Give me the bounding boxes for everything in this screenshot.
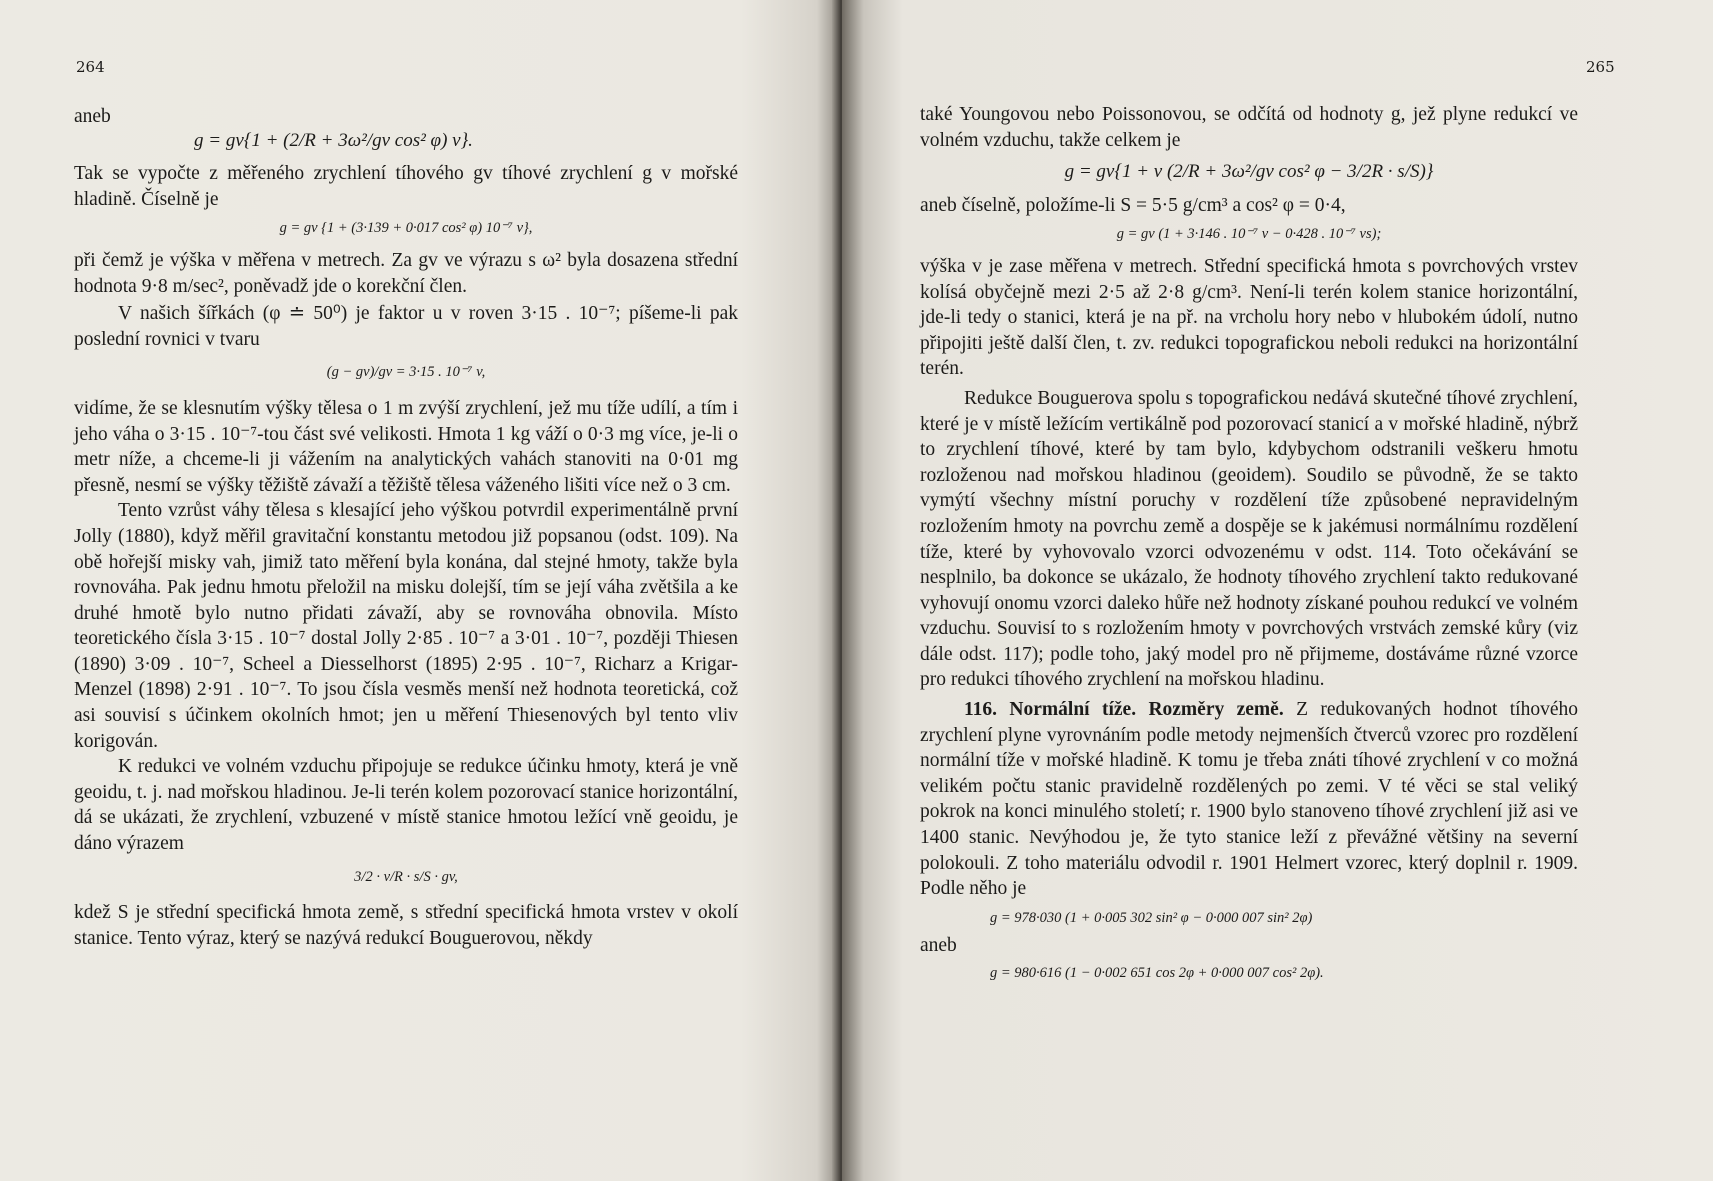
right-paragraph-4: Redukce Bouguerova spolu s topografickou nedává skutečné tíhové zrychlení, které je v místě ležícím vertikálně pod pozorovací stanicí a v mořské hladině, nýbrž to zrychlení tíhové, které by tam bylo, kdybychom odstranili veškeru hmotu rozloženou nad mořskou hladinou (geoidem). Soudilo se původně, že se takto vymýtí všechny místní poruchy v rozdělení tíže způsobené nepravidelným rozložením hmoty na povrchu země a dospěje se k jakémusi normálnímu rozdělení tíže, které by vyhovovalo vzorci odvozenému v odst. 114. Toto očekávání se nesplnilo, ba dokonce se ukázalo, že hodnoty tíhového zrychlení takto redukované vyhovují onomu vzorci daleko hůře než hodnoty získané pouhou redukcí ve volném vzduchu. Souvisí to s rozložením hmoty v povrchových vrstvách zemské kůry (viz dále odst. 117); podle toho, jaký model pro ně přijmeme, dostáváme různé vzorce pro redukci tíhového zrychlení na mořskou hladinu. [920, 387, 1578, 691]
left-paragraph-1: Tak se vypočte z měřeného zrychlení tíhového gv tíhové zrychlení g v mořské hladině. Číselně je [74, 163, 738, 210]
left-aneb: aneb [74, 106, 111, 127]
equation-2-left: g = gv {1 + (3·139 + 0·017 cos² φ) 10⁻⁷ v}, [279, 220, 533, 237]
equation-4-right: g = 980·616 (1 − 0·002 651 cos 2φ + 0·000 007 cos² 2φ). [990, 965, 1324, 981]
equation-1-left: g = gv{1 + (2/R + 3ω²/gv cos² φ) v}. [194, 129, 473, 151]
right-page [842, 0, 1713, 1181]
right-paragraph-3: výška v je zase měřena v metrech. Střední specifická hmota s povrchových vrstev kolísá obyčejně mezi 2·5 až 2·8 g/cm³. Není-li terén kolem stanice horizontální, jde-li tedy o stanici, která je na př. na vrcholu hory nebo v hlubokém údolí, nutno připojiti ještě další člen, t. zv. redukci topografickou neboli redukci na horizontální terén. [920, 255, 1578, 380]
equation-2-right: g = gv (1 + 3·146 . 10⁻⁷ v − 0·428 . 10⁻⁷ vs); [1116, 226, 1382, 243]
left-page-text [74, 104, 738, 951]
right-paragraph-2: aneb číselně, položíme-li S = 5·5 g/cm³ a cos² φ = 0·4, [920, 194, 1346, 216]
left-paragraph-3: V našich šířkách (φ ≐ 50⁰) je faktor u v roven 3·15 . 10⁻⁷; píšeme-li pak poslední rovnici v tvaru [74, 303, 738, 350]
left-page [0, 0, 842, 1181]
right-paragraph-1: také Youngovou nebo Poissonovou, se odčítá od hodnoty g, jež plyne redukcí ve volném vzduchu, takže celkem je [920, 104, 1578, 151]
equation-4-left: 3/2 · v/R · s/S · gv, [354, 868, 458, 885]
equation-1-right: g = gv{1 + v (2/R + 3ω²/gv cos² φ − 3/2R · s/S)} [1064, 161, 1434, 183]
right-aneb: aneb [920, 935, 957, 957]
page-number-left: 264 [76, 58, 105, 76]
equation-3-right: g = 978·030 (1 + 0·005 302 sin² φ − 0·000 007 sin² 2φ) [990, 909, 1313, 926]
section-heading-116: 116. Normální tíže. Rozměry země. [964, 699, 1284, 721]
right-page-text [920, 102, 1578, 987]
left-paragraph-6: K redukci ve volném vzduchu připojuje se redukce účinku hmoty, která je vně geoidu, t. j. nad mořskou hladinou. Je-li terén kolem pozorovací stanice horizontální, dá se ukázati, že zrychlení, vzbuzené v místě stanice hmotou ležící vně geoidu, je dáno výrazem [74, 756, 738, 855]
left-paragraph-2: při čemž je výška v měřena v metrech. Za gv ve výrazu s ω² byla dosazena střední hodnota 9·8 m/sec², poněvadž jde o korekční člen. [74, 249, 738, 297]
left-paragraph-4: vidíme, že se klesnutím výšky tělesa o 1 m zvýší zrychlení, jež mu tíže udílí, a tím i jeho váha o 3·15 . 10⁻⁷-tou část své velikosti. Hmota 1 kg váží o 0·3 mg více, je-li o metr níže, a chceme-li ji vážením na analytických vahách stanoviti na 0·01 mg přesně, nesmí se výšky těžiště závaží a těžiště tělesa váženého lišiti více než o 3 cm. [74, 397, 738, 496]
equation-3-left: (g − gv)/gv = 3·15 . 10⁻⁷ v, [326, 364, 486, 381]
left-paragraph-5: Tento vzrůst váhy tělesa s klesající jeho výškou potvrdil experimentálně první Jolly (1880), když měřil gravitační konstantu metodou již popsanou (odst. 109). Na obě hořejší misky vah, jimiž tato měření byla konána, dal stejné hmoty, takže byla rovnováha. Pak jednu hmotu přeložil na misku dolejší, tím se její váha zvětšila a ke druhé hmotě bylo nutno přidati závaží, aby se rovnováha obnovila. Místo teoretického čísla 3·15 . 10⁻⁷ dostal Jolly 2·85 . 10⁻⁷ a 3·01 . 10⁻⁷, později Thiesen (1890) 3·09 . 10⁻⁷, Scheel a Diesselhorst (1895) 2·95 . 10⁻⁷, Richarz a Krigar-Menzel (1898) 2·91 . 10⁻⁷. To jsou čísla vesměs menší než hodnota teoretická, což asi souvisí s účinkem okolních hmot; jen u měření Thiesenových byl tento vliv korigován. [74, 500, 738, 752]
left-paragraph-7: kdež S je střední specifická hmota země, s střední specifická hmota vrstev v okolí stanice. Tento výraz, který se nazývá redukcí Bouguerovou, někdy [74, 902, 738, 949]
page-number-right: 265 [1586, 58, 1615, 76]
right-paragraph-5: Z redukovaných hodnot tíhového zrychlení plyne vyrovnáním podle metody nejmenších čtverců vzorec pro rozdělení normální tíže v mořské hladině. K tomu je třeba znáti tíhové zrychlení v co možná velikém počtu stanic pravidelně rozdělených po zemi. V té věci se stal veliký pokrok na konci minulého století; r. 1900 bylo stanoveno tíhové zrychlení již asi ve 1400 stanic. Nevýhodou je, že tyto stanice leží z převážné většiny na severní polokouli. Z toho materiálu odvodil r. 1901 Helmert vzorec, který doplnil r. 1909. Podle něho je [920, 699, 1579, 900]
